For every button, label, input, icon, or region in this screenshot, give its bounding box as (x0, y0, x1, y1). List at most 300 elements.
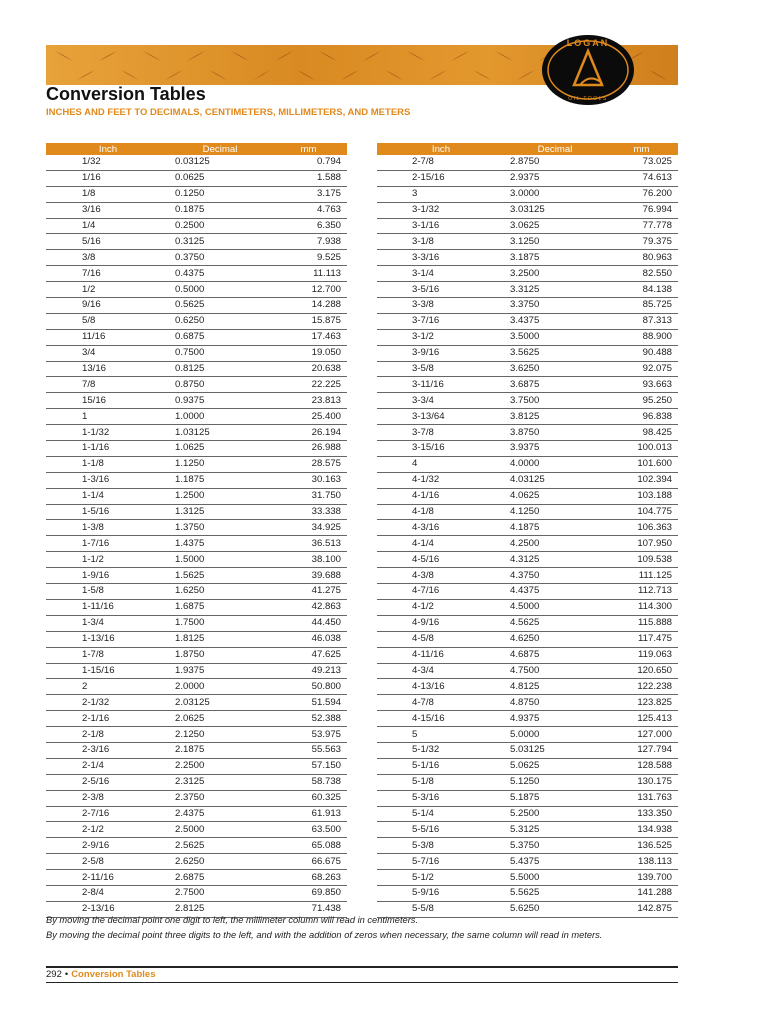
cell-inch: 1-13/16 (46, 631, 170, 647)
cell-decimal: 3.4375 (505, 313, 605, 329)
page-subtitle: INCHES AND FEET TO DECIMALS, CENTIMETERS, MILLIMETERS, AND METERS (46, 107, 411, 118)
cell-inch: 2-1/16 (46, 711, 170, 727)
cell-mm: 14.288 (270, 298, 347, 314)
cell-inch: 4-5/16 (377, 552, 505, 568)
table-row (377, 774, 678, 790)
cell-decimal: 5.1250 (505, 774, 605, 790)
table-row (377, 520, 678, 536)
cell-decimal: 1.0625 (170, 441, 270, 457)
tread-mark (649, 70, 667, 80)
table-header-row (377, 143, 678, 155)
table-row (377, 361, 678, 377)
cell-mm: 119.063 (605, 647, 678, 663)
cell-decimal: 0.9375 (170, 393, 270, 409)
table-row (377, 186, 678, 202)
cell-mm: 69.850 (270, 885, 347, 901)
cell-decimal: 2.1875 (170, 742, 270, 758)
tread-mark (473, 70, 491, 80)
table-row (46, 456, 347, 472)
footer-rule (46, 982, 678, 983)
cell-mm: 1.588 (270, 170, 347, 186)
cell-inch: 1-3/4 (46, 615, 170, 631)
table-row (377, 838, 678, 854)
cell-mm: 106.363 (605, 520, 678, 536)
table-row (377, 266, 678, 282)
cell-decimal: 5.2500 (505, 806, 605, 822)
cell-inch: 13/16 (46, 361, 170, 377)
cell-mm: 44.450 (270, 615, 347, 631)
cell-mm: 102.394 (605, 472, 678, 488)
cell-decimal: 4.3750 (505, 568, 605, 584)
cell-decimal: 5.3125 (505, 822, 605, 838)
cell-mm: 76.200 (605, 186, 678, 202)
cell-inch: 4-1/16 (377, 488, 505, 504)
cell-mm: 133.350 (605, 806, 678, 822)
cell-decimal: 1.8750 (170, 647, 270, 663)
cell-mm: 111.125 (605, 568, 678, 584)
cell-inch: 5-1/4 (377, 806, 505, 822)
tread-mark (231, 51, 249, 61)
column-header-decimal: Decimal (505, 143, 605, 155)
table-row (46, 504, 347, 520)
cell-inch: 4-11/16 (377, 647, 505, 663)
cell-mm: 74.613 (605, 170, 678, 186)
cell-decimal: 4.1875 (505, 520, 605, 536)
cell-inch: 2-5/16 (46, 774, 170, 790)
table-row (377, 790, 678, 806)
cell-mm: 125.413 (605, 711, 678, 727)
table-row (377, 170, 678, 186)
table-row (46, 822, 347, 838)
cell-decimal: 3.2500 (505, 266, 605, 282)
table-row (46, 377, 347, 393)
cell-inch: 1-15/16 (46, 663, 170, 679)
cell-decimal: 1.9375 (170, 663, 270, 679)
cell-decimal: 2.8125 (170, 901, 270, 917)
footer-section-title: Conversion Tables (71, 969, 156, 980)
cell-mm: 109.538 (605, 552, 678, 568)
cell-decimal: 2.2500 (170, 758, 270, 774)
cell-decimal: 2.7500 (170, 885, 270, 901)
table-row (46, 329, 347, 345)
footer-rule (46, 966, 678, 968)
cell-decimal: 4.1250 (505, 504, 605, 520)
cell-mm: 87.313 (605, 313, 678, 329)
cell-inch: 2-5/8 (46, 854, 170, 870)
cell-decimal: 5.1875 (505, 790, 605, 806)
cell-decimal: 2.8750 (505, 155, 605, 170)
cell-decimal: 2.9375 (505, 170, 605, 186)
cell-decimal: 1.4375 (170, 536, 270, 552)
cell-inch: 3/16 (46, 202, 170, 218)
cell-mm: 39.688 (270, 568, 347, 584)
cell-decimal: 5.0000 (505, 727, 605, 743)
table-row (46, 711, 347, 727)
cell-mm: 50.800 (270, 679, 347, 695)
cell-mm: 98.425 (605, 425, 678, 441)
cell-decimal: 1.0000 (170, 409, 270, 425)
tread-mark (187, 51, 205, 61)
cell-inch: 3-1/32 (377, 202, 505, 218)
cell-mm: 141.288 (605, 885, 678, 901)
tread-mark (55, 51, 73, 61)
cell-decimal: 2.0625 (170, 711, 270, 727)
cell-inch: 1-1/4 (46, 488, 170, 504)
cell-mm: 52.388 (270, 711, 347, 727)
cell-inch: 2-7/8 (377, 155, 505, 170)
cell-mm: 47.625 (270, 647, 347, 663)
notes (46, 913, 686, 943)
cell-inch: 1-1/32 (46, 425, 170, 441)
table-row (46, 186, 347, 202)
cell-mm: 6.350 (270, 218, 347, 234)
cell-mm: 79.375 (605, 234, 678, 250)
cell-mm: 60.325 (270, 790, 347, 806)
tread-mark (209, 70, 227, 80)
table-row (46, 758, 347, 774)
table-row (377, 329, 678, 345)
cell-inch: 3-1/16 (377, 218, 505, 234)
cell-mm: 42.863 (270, 599, 347, 615)
cell-decimal: 3.7500 (505, 393, 605, 409)
cell-mm: 23.813 (270, 393, 347, 409)
table-header-row (46, 143, 347, 155)
cell-mm: 76.994 (605, 202, 678, 218)
table-row (377, 822, 678, 838)
cell-mm: 82.550 (605, 266, 678, 282)
cell-inch: 1-11/16 (46, 599, 170, 615)
table-row (377, 345, 678, 361)
cell-inch: 1/8 (46, 186, 170, 202)
table-row (377, 885, 678, 901)
cell-mm: 34.925 (270, 520, 347, 536)
cell-inch: 4-5/8 (377, 631, 505, 647)
cell-mm: 51.594 (270, 695, 347, 711)
cell-mm: 53.975 (270, 727, 347, 743)
table-row (46, 631, 347, 647)
cell-inch: 5 (377, 727, 505, 743)
cell-mm: 25.400 (270, 409, 347, 425)
cell-mm: 123.825 (605, 695, 678, 711)
cell-inch: 5-1/32 (377, 742, 505, 758)
cell-inch: 5/16 (46, 234, 170, 250)
cell-decimal: 0.5625 (170, 298, 270, 314)
cell-decimal: 0.8125 (170, 361, 270, 377)
table-row (46, 663, 347, 679)
table-row (377, 727, 678, 743)
table-row (377, 313, 678, 329)
table-row (377, 647, 678, 663)
table-row (46, 298, 347, 314)
table-row (46, 361, 347, 377)
cell-decimal: 4.03125 (505, 472, 605, 488)
cell-inch: 2-7/16 (46, 806, 170, 822)
cell-inch: 1-1/16 (46, 441, 170, 457)
cell-inch: 5-7/16 (377, 854, 505, 870)
table-row (46, 282, 347, 298)
cell-decimal: 2.3750 (170, 790, 270, 806)
cell-mm: 73.025 (605, 155, 678, 170)
cell-decimal: 3.5000 (505, 329, 605, 345)
cell-inch: 2 (46, 679, 170, 695)
cell-mm: 19.050 (270, 345, 347, 361)
table-row (377, 631, 678, 647)
tread-mark (495, 51, 513, 61)
cell-inch: 1/16 (46, 170, 170, 186)
cell-inch: 5-9/16 (377, 885, 505, 901)
table-row (46, 679, 347, 695)
table-row (377, 568, 678, 584)
cell-decimal: 0.2500 (170, 218, 270, 234)
cell-inch: 2-11/16 (46, 870, 170, 886)
cell-inch: 7/8 (46, 377, 170, 393)
cell-mm: 92.075 (605, 361, 678, 377)
cell-inch: 1/32 (46, 155, 170, 170)
cell-decimal: 2.6250 (170, 854, 270, 870)
table-row (377, 599, 678, 615)
cell-decimal: 5.6250 (505, 901, 605, 917)
cell-inch: 2-15/16 (377, 170, 505, 186)
cell-mm: 142.875 (605, 901, 678, 917)
table-row (46, 441, 347, 457)
cell-inch: 2-9/16 (46, 838, 170, 854)
cell-mm: 120.650 (605, 663, 678, 679)
cell-mm: 12.700 (270, 282, 347, 298)
cell-mm: 17.463 (270, 329, 347, 345)
cell-inch: 1-1/2 (46, 552, 170, 568)
cell-mm: 46.038 (270, 631, 347, 647)
table-body-left (46, 155, 347, 917)
cell-mm: 15.875 (270, 313, 347, 329)
table-row (377, 806, 678, 822)
tread-mark (253, 70, 271, 80)
cell-decimal: 4.8750 (505, 695, 605, 711)
table-row (46, 250, 347, 266)
cell-mm: 57.150 (270, 758, 347, 774)
cell-mm: 130.175 (605, 774, 678, 790)
cell-inch: 3-15/16 (377, 441, 505, 457)
tread-mark (165, 70, 183, 80)
cell-decimal: 4.9375 (505, 711, 605, 727)
table-row (46, 393, 347, 409)
cell-mm: 138.113 (605, 854, 678, 870)
cell-decimal: 3.6250 (505, 361, 605, 377)
cell-decimal: 2.03125 (170, 695, 270, 711)
column-header-mm: mm (605, 143, 678, 155)
cell-inch: 9/16 (46, 298, 170, 314)
tread-mark (451, 51, 469, 61)
cell-inch: 4-1/4 (377, 536, 505, 552)
table-row (377, 663, 678, 679)
cell-mm: 0.794 (270, 155, 347, 170)
cell-inch: 3-5/8 (377, 361, 505, 377)
table-row (377, 409, 678, 425)
table-row (377, 425, 678, 441)
cell-mm: 128.588 (605, 758, 678, 774)
cell-inch: 3-1/8 (377, 234, 505, 250)
cell-inch: 2-1/2 (46, 822, 170, 838)
cell-mm: 20.638 (270, 361, 347, 377)
table-row (46, 170, 347, 186)
table-row (46, 520, 347, 536)
table-row (46, 568, 347, 584)
table-row (377, 488, 678, 504)
table-row (46, 313, 347, 329)
cell-decimal: 5.3750 (505, 838, 605, 854)
table-row (377, 679, 678, 695)
cell-mm: 65.088 (270, 838, 347, 854)
cell-mm: 38.100 (270, 552, 347, 568)
table-row (377, 870, 678, 886)
cell-mm: 114.300 (605, 599, 678, 615)
table-row (377, 854, 678, 870)
table-row (46, 695, 347, 711)
cell-mm: 127.794 (605, 742, 678, 758)
cell-decimal: 4.4375 (505, 584, 605, 600)
table-row (377, 155, 678, 170)
table-body-right (377, 155, 678, 917)
cell-inch: 4-1/8 (377, 504, 505, 520)
cell-mm: 68.263 (270, 870, 347, 886)
cell-inch: 3-13/64 (377, 409, 505, 425)
cell-decimal: 2.1250 (170, 727, 270, 743)
table-row (46, 488, 347, 504)
column-header-inch: Inch (377, 143, 505, 155)
cell-inch: 4-13/16 (377, 679, 505, 695)
column-header-decimal: Decimal (170, 143, 270, 155)
cell-decimal: 2.6875 (170, 870, 270, 886)
cell-decimal: 0.03125 (170, 155, 270, 170)
cell-decimal: 3.8125 (505, 409, 605, 425)
cell-decimal: 4.2500 (505, 536, 605, 552)
cell-decimal: 3.0000 (505, 186, 605, 202)
table-row (46, 854, 347, 870)
cell-mm: 95.250 (605, 393, 678, 409)
cell-mm: 28.575 (270, 456, 347, 472)
cell-decimal: 4.5000 (505, 599, 605, 615)
table-row (377, 250, 678, 266)
cell-mm: 33.338 (270, 504, 347, 520)
cell-mm: 58.738 (270, 774, 347, 790)
cell-decimal: 5.5625 (505, 885, 605, 901)
cell-inch: 2-3/8 (46, 790, 170, 806)
table-row (46, 472, 347, 488)
tread-mark (385, 70, 403, 80)
cell-decimal: 3.1250 (505, 234, 605, 250)
cell-inch: 4-9/16 (377, 615, 505, 631)
cell-inch: 1-7/8 (46, 647, 170, 663)
cell-inch: 5-5/8 (377, 901, 505, 917)
cell-decimal: 0.7500 (170, 345, 270, 361)
cell-inch: 5-5/16 (377, 822, 505, 838)
cell-inch: 3-3/8 (377, 298, 505, 314)
cell-inch: 3-7/16 (377, 313, 505, 329)
cell-decimal: 3.5625 (505, 345, 605, 361)
cell-inch: 1-3/16 (46, 472, 170, 488)
table-row (46, 266, 347, 282)
cell-mm: 26.988 (270, 441, 347, 457)
table-row (46, 234, 347, 250)
cell-mm: 84.138 (605, 282, 678, 298)
table-row (377, 758, 678, 774)
table-row (46, 742, 347, 758)
cell-inch: 1/2 (46, 282, 170, 298)
cell-mm: 127.000 (605, 727, 678, 743)
table-row (377, 393, 678, 409)
cell-decimal: 4.0625 (505, 488, 605, 504)
cell-inch: 4-3/16 (377, 520, 505, 536)
table-row (377, 202, 678, 218)
cell-inch: 4-3/8 (377, 568, 505, 584)
tread-mark (429, 70, 447, 80)
table-row (377, 711, 678, 727)
table-row (46, 790, 347, 806)
cell-decimal: 1.6250 (170, 584, 270, 600)
table-row (46, 885, 347, 901)
tread-mark (99, 51, 117, 61)
cell-decimal: 3.0625 (505, 218, 605, 234)
cell-inch: 3/8 (46, 250, 170, 266)
cell-inch: 2-1/8 (46, 727, 170, 743)
footer-separator: • (64, 969, 69, 980)
cell-mm: 3.175 (270, 186, 347, 202)
cell-decimal: 4.8125 (505, 679, 605, 695)
cell-decimal: 0.1875 (170, 202, 270, 218)
cell-inch: 4 (377, 456, 505, 472)
cell-mm: 55.563 (270, 742, 347, 758)
conversion-table-left (46, 143, 347, 918)
cell-decimal: 3.9375 (505, 441, 605, 457)
table-row (377, 234, 678, 250)
cell-decimal: 3.03125 (505, 202, 605, 218)
cell-mm: 77.778 (605, 218, 678, 234)
table-row (46, 409, 347, 425)
cell-decimal: 1.2500 (170, 488, 270, 504)
tread-mark (363, 51, 381, 61)
cell-decimal: 0.0625 (170, 170, 270, 186)
cell-inch: 7/16 (46, 266, 170, 282)
tread-mark (407, 51, 425, 61)
cell-inch: 5-3/8 (377, 838, 505, 854)
cell-mm: 36.513 (270, 536, 347, 552)
cell-mm: 9.525 (270, 250, 347, 266)
cell-inch: 1-1/8 (46, 456, 170, 472)
cell-decimal: 5.0625 (505, 758, 605, 774)
cell-decimal: 5.5000 (505, 870, 605, 886)
cell-mm: 93.663 (605, 377, 678, 393)
cell-inch: 5-1/2 (377, 870, 505, 886)
tread-mark (319, 51, 337, 61)
table-row (377, 742, 678, 758)
table-row (46, 202, 347, 218)
cell-decimal: 1.6875 (170, 599, 270, 615)
cell-mm: 107.950 (605, 536, 678, 552)
cell-mm: 101.600 (605, 456, 678, 472)
cell-inch: 1 (46, 409, 170, 425)
cell-mm: 22.225 (270, 377, 347, 393)
cell-decimal: 1.03125 (170, 425, 270, 441)
table-row (377, 441, 678, 457)
cell-decimal: 5.4375 (505, 854, 605, 870)
table-row (46, 838, 347, 854)
table-row (377, 695, 678, 711)
cell-decimal: 2.3125 (170, 774, 270, 790)
table-row (46, 584, 347, 600)
cell-decimal: 0.6250 (170, 313, 270, 329)
cell-decimal: 2.0000 (170, 679, 270, 695)
cell-mm: 96.838 (605, 409, 678, 425)
table-row (377, 298, 678, 314)
